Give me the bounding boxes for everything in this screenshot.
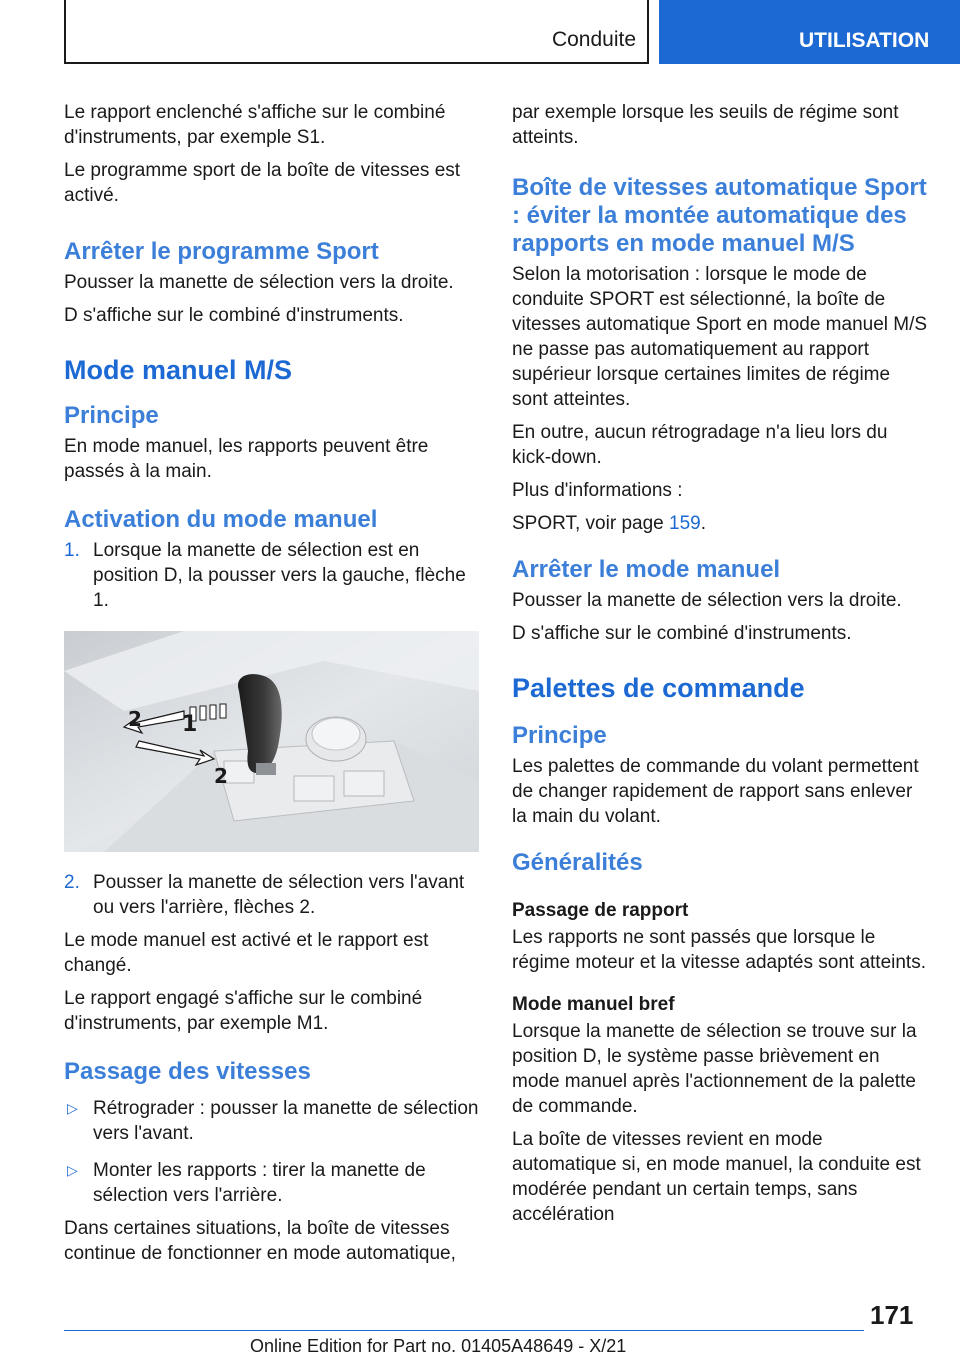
bullet-text: Monter les rapports : tirer la manette de sélection vers l'arrière. (93, 1160, 426, 1206)
cross-reference-text: SPORT, voir page (512, 513, 670, 534)
paragraph (512, 511, 928, 536)
paragraph: Le rapport enclenché s'affiche sur le combiné d'instruments, par exemple S1. (64, 102, 446, 148)
punctuation: . (700, 513, 706, 534)
paragraph: Le rapport engagé s'affiche sur le combiné d'instruments, par exemple M1. (64, 988, 423, 1034)
paragraph: D s'affiche sur le combiné d'instruments. (512, 623, 852, 644)
heading-principle: Principe (512, 722, 607, 749)
step-number: 1. (64, 540, 80, 561)
bullet-text: Rétrograder : pousser la manette de sélection vers l'avant. (93, 1098, 479, 1144)
step-text: Pousser la manette de sélection vers l'avant ou vers l'arrière, flèches 2. (93, 872, 465, 918)
heading-shifting: Passage des vitesses (64, 1058, 311, 1085)
heading-manual-mode: Mode manuel M/S (64, 355, 293, 385)
gear-selector-drawing (64, 631, 479, 852)
step-text: Lorsque la manette de sélection est en position D, la pousser vers la gauche, flèche 1. (93, 540, 466, 611)
paragraph: Pousser la manette de sélection vers la droite. (512, 590, 902, 611)
left-column (64, 100, 479, 1274)
figure-label-1: 1 (182, 712, 198, 737)
paragraph: Les rapports ne sont passés que lorsque le régime moteur et la vitesse adaptés sont atteints. (512, 927, 926, 973)
header-section-title: Conduite (551, 28, 636, 51)
figure-label-2b: 2 (214, 764, 228, 788)
triangle-bullet-icon: ▷ (67, 1100, 78, 1116)
header-chapter-tab: UTILISATION (659, 0, 960, 64)
heading-general: Généralités (512, 849, 643, 876)
subheading-brief-manual: Mode manuel bref (512, 994, 675, 1015)
footer-edition: Online Edition for Part no. 01405A48649 - X/21 (250, 1336, 627, 1356)
heading-activation: Activation du mode manuel (64, 506, 378, 533)
paragraph: Selon la motorisation : lorsque le mode de conduite SPORT est sélectionné, la boîte de vitesses automatique Sport en mode manuel M/S ne passe pas automatiquement au rapport supérieur lorsque certaines limites de régime sont atteintes. (512, 264, 928, 410)
right-column (512, 100, 928, 1235)
heading-stop-sport: Arrêter le programme Sport (64, 238, 379, 265)
list-item (64, 538, 479, 613)
figure-label-2a: 2 (128, 707, 142, 731)
triangle-bullet-icon: ▷ (67, 1162, 78, 1178)
step-number: 2. (64, 872, 80, 893)
paragraph: Le programme sport de la boîte de vitesses est activé. (64, 160, 461, 206)
paragraph: En mode manuel, les rapports peuvent être passés à la main. (64, 436, 429, 482)
heading-principle: Principe (64, 402, 159, 429)
heading-stop-manual: Arrêter le mode manuel (512, 556, 781, 583)
paragraph: En outre, aucun rétrogradage n'a lieu lors du kick-down. (512, 422, 888, 468)
list-item (64, 1096, 479, 1146)
paragraph: Lorsque la manette de sélection se trouve sur la position D, le système passe brièvement en mode manuel après l'actionnement de la palette de commande. (512, 1021, 917, 1117)
page-number: 171 (870, 1300, 914, 1330)
footer-divider (64, 1330, 864, 1331)
paragraph: D s'affiche sur le combiné d'instruments. (64, 305, 404, 326)
subheading-gearshift: Passage de rapport (512, 900, 689, 921)
list-item (64, 1158, 479, 1208)
heading-paddles: Palettes de commande (512, 673, 805, 703)
paragraph: Pousser la manette de sélection vers la droite. (64, 272, 454, 293)
paragraph: Les palettes de commande du volant permettent de changer rapidement de rapport sans enlever la main du volant. (512, 756, 919, 827)
paragraph: La boîte de vitesses revient en mode automatique si, en mode manuel, la conduite est modérée pendant un certain temps, sans accélération (512, 1129, 921, 1225)
paragraph: Plus d'informations : (512, 480, 683, 501)
gear-selector-illustration (64, 631, 479, 852)
paragraph: par exemple lorsque les seuils de régime sont atteints. (512, 102, 899, 148)
list-item (64, 870, 479, 920)
paragraph: Dans certaines situations, la boîte de vitesses continue de fonctionner en mode automatique, (64, 1218, 456, 1264)
paragraph: Le mode manuel est activé et le rapport est changé. (64, 930, 429, 976)
page-link[interactable]: 159 (669, 513, 701, 534)
heading-sport-auto: Boîte de vitesses automatique Sport : éviter la montée automatique des rapports en mode manuel M/S (512, 174, 927, 257)
